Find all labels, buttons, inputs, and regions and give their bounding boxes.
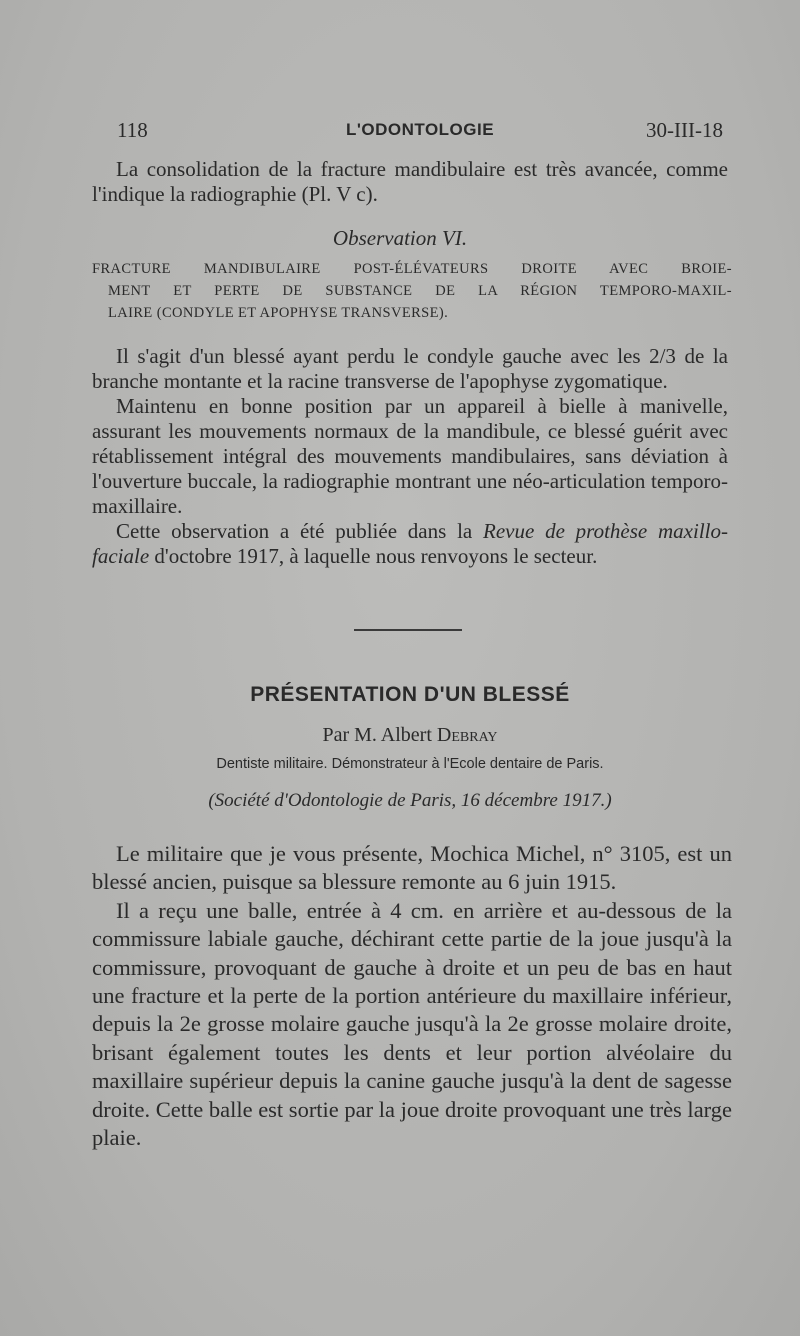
society-reference: (Société d'Odontologie de Paris, 16 décembre 1917.): [208, 790, 612, 811]
journal-reference: Revue de prothèse maxillo-faciale: [92, 519, 728, 568]
top-paragraph-block: [92, 157, 728, 207]
paragraph: Il s'agit d'un blessé ayant perdu le condyle gauche avec les 2/3 de la branche montante et la racine transverse de l'apophyse zygomatique.: [92, 344, 728, 393]
heading-line: LAIRE (CONDYLE ET APOPHYSE TRANSVERSE).: [108, 305, 449, 321]
author-surname: Debray: [436, 724, 498, 746]
heading-line: FRACTURE MANDIBULAIRE POST-ÉLÉVATEURS DROITE AVEC BROIE-: [92, 261, 732, 277]
paragraph: La consolidation de la fracture mandibulaire est très avancée, comme l'indique la radiographie (Pl. V c).: [92, 157, 728, 206]
paragraph: Le militaire que je vous présente, Mochica Michel, n° 3105, est un blessé ancien, puisque sa blessure remonte au 6 juin 1915.: [92, 841, 732, 895]
page-number: 118: [117, 118, 148, 142]
running-header: [117, 118, 723, 144]
paragraph: Il a reçu une balle, entrée à 4 cm. en arrière et au-dessous de la commissure labiale gauche, déchirant cette partie de la joue jusqu'à la commissure, provoquant de gauche à droite et un peu de bas en haut une fracture et la perte de la portion antérieure du maxillaire inférieur, depuis la 2e grosse molaire gauche jusqu'à la 2e grosse molaire droite, brisant également toutes les dents et leur portion alvéolaire du maxillaire supérieur depuis la canine gauche jusqu'à la dent de sagesse droite. Cette balle est sortie par la joue droite provoquant une très large plaie.: [92, 897, 732, 1151]
paragraph: [92, 519, 728, 569]
text-run: Cette observation a été publiée dans la: [116, 519, 484, 543]
text-run: d'octobre 1917, à laquelle nous renvoyons le secteur.: [149, 544, 598, 568]
section-body: [92, 840, 732, 1152]
observation-body: [92, 344, 728, 569]
byline: [0, 724, 800, 747]
section-title: PRÉSENTATION D'UN BLESSÉ: [250, 683, 570, 706]
section-divider: [354, 629, 462, 631]
issue-date: 30-III-18: [646, 118, 723, 142]
paragraph: Maintenu en bonne position par un appareil à bielle à manivelle, assurant les mouvements normaux de la mandibule, ce blessé guérit avec rétablissement intégral des mouvements mandibulaires, sans déviation à l'ouverture buccale, la radiographie montrant une néo-articulation temporo-maxillaire.: [92, 394, 728, 518]
author-affiliation: Dentiste militaire. Démonstrateur à l'Ecole dentaire de Paris.: [216, 756, 604, 772]
observation-title: Observation VI.: [332, 226, 468, 250]
journal-title: L'ODONTOLOGIE: [345, 120, 495, 139]
observation-heading: [92, 258, 732, 324]
heading-line: MENT ET PERTE DE SUBSTANCE DE LA RÉGION TEMPORO-MAXIL-: [108, 283, 732, 299]
byline-prefix: Par M. Albert: [322, 724, 437, 746]
